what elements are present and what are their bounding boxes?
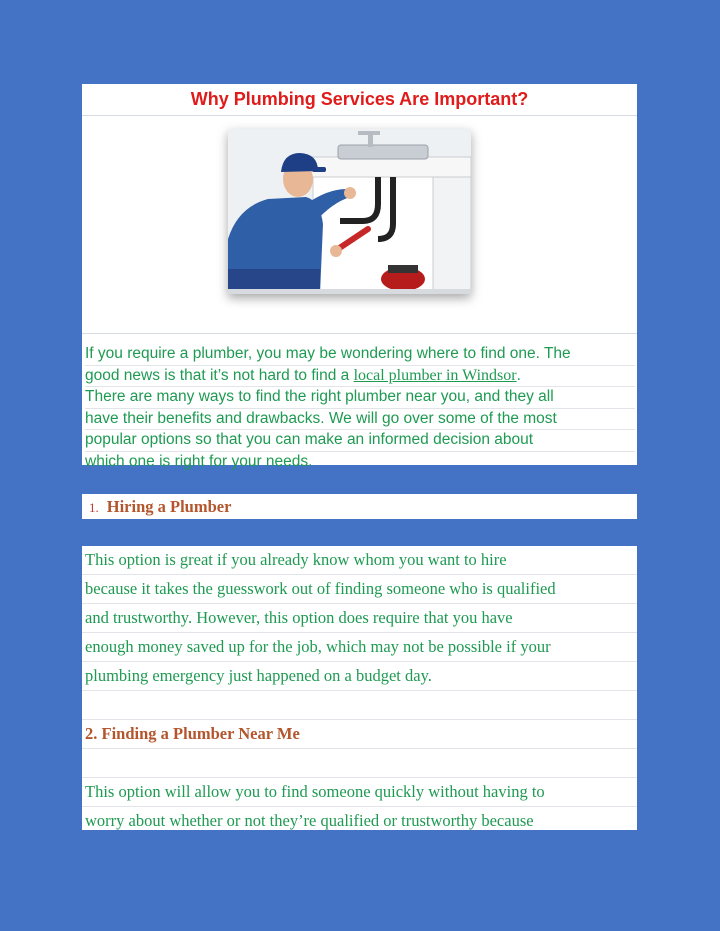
intro-line: have their benefits and drawbacks. We will go over some of the most xyxy=(85,409,635,431)
section-1-line: because it takes the guesswork out of finding someone who is qualified xyxy=(82,575,637,604)
section-2-line: worry about whether or not they’re qualified or trustworthy because xyxy=(85,811,534,830)
page-title: Why Plumbing Services Are Important? xyxy=(82,84,637,116)
intro-paragraph xyxy=(82,334,637,472)
intro-line: popular options so that you can make an informed decision about xyxy=(85,430,635,452)
intro-line: good news is that it’s not hard to find a local plumber in Windsor. xyxy=(85,366,635,388)
sections-body-card xyxy=(82,546,637,830)
intro-line: There are many ways to find the right plumber near you, and they all xyxy=(85,387,635,409)
section-1-heading xyxy=(82,494,637,521)
section-1-line: This option is great if you already know whom you want to hire xyxy=(82,546,637,575)
section-1-line: and trustworthy. However, this option does require that you have xyxy=(82,604,637,633)
intro-card xyxy=(82,84,637,470)
section-1-number: 1. xyxy=(89,500,99,515)
section-2-line: This option will allow you to find someone quickly without having to xyxy=(82,778,637,807)
section-1-heading-card xyxy=(82,494,637,519)
intro-line: which one is right for your needs. xyxy=(85,452,313,470)
spacer xyxy=(82,691,637,720)
section-1-line: enough money saved up for the job, which may not be possible if your xyxy=(82,633,637,662)
spacer xyxy=(82,749,637,778)
plumber-photo xyxy=(228,129,471,294)
intro-line: If you require a plumber, you may be wondering where to find one. The xyxy=(85,344,635,366)
section-1-title: Hiring a Plumber xyxy=(106,497,232,516)
plumber-under-sink-illustration xyxy=(228,129,471,294)
section-2-heading: 2. Finding a Plumber Near Me xyxy=(82,720,637,749)
photo-row xyxy=(82,116,637,334)
section-1-line: plumbing emergency just happened on a budget day. xyxy=(82,662,637,691)
local-plumber-link[interactable]: local plumber in Windsor xyxy=(353,366,517,384)
